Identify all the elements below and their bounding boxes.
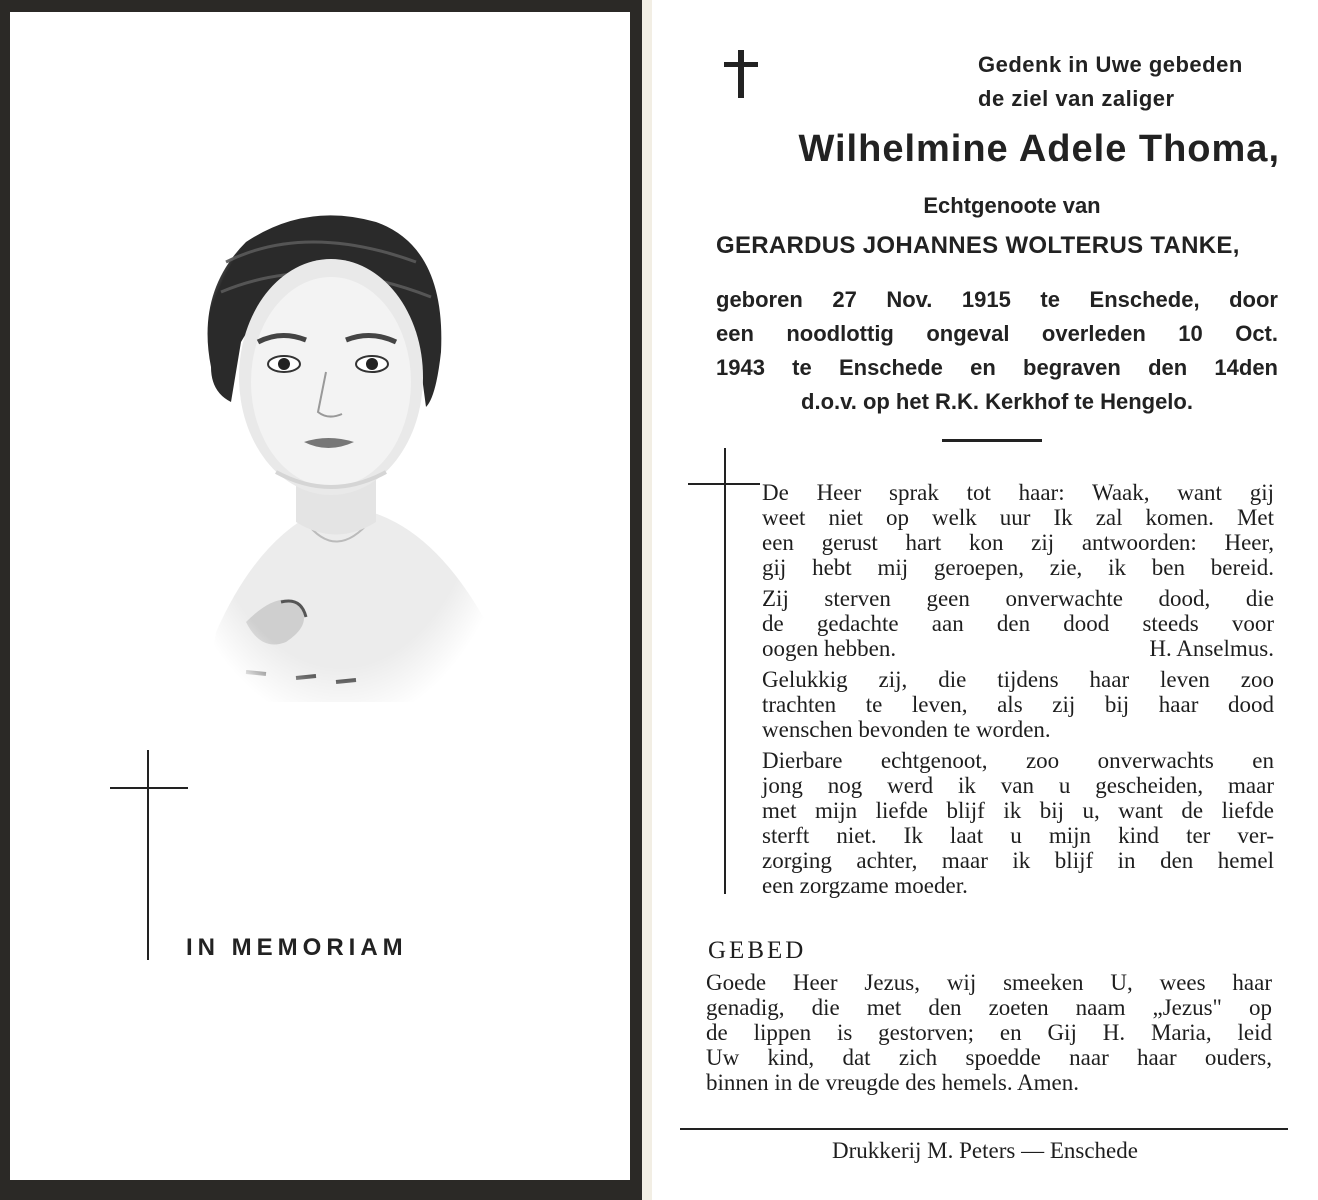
portrait-photo (186, 202, 496, 702)
quote-line: jong nog werd ik van u gescheiden, maar (762, 773, 1274, 798)
cross-horizontal-line (110, 787, 188, 789)
spouse-name: GERARDUS JOHANNES WOLTERUS TANKE, (716, 232, 1240, 259)
quote-line: gij hebt mij geroepen, zie, ik ben bereid. (762, 555, 1274, 580)
printer-credit: Drukkerij M. Peters — Enschede (832, 1138, 1138, 1163)
intro-line: Gedenk in Uwe gebeden (978, 52, 1243, 77)
quote-line: Zij sterven geen onverwachte dood, die (762, 586, 1274, 611)
quote-text: oogen hebben. (762, 636, 897, 661)
quote-paragraph (762, 480, 1274, 580)
quote-line: wenschen bevonden te worden. (762, 717, 1051, 742)
quote-line: zorging achter, maar ik blijf in den hemel (762, 848, 1274, 873)
quote-cross-horizontal (688, 483, 760, 485)
details-line: 1943 te Enschede en begraven den 14den (716, 355, 1278, 380)
quote-line: De Heer sprak tot haar: Waak, want gij (762, 480, 1274, 505)
prayer-title: GEBED (708, 937, 807, 964)
details-line: een noodlottig ongeval overleden 10 Oct. (716, 321, 1278, 346)
quote-line (762, 636, 1274, 661)
quote-line: weet niet op welk uur Ik zal komen. Met (762, 505, 1274, 530)
card-front-panel (10, 12, 630, 1180)
quote-line: Gelukkig zij, die tijdens haar leven zoo (762, 667, 1274, 692)
birth-death-details (716, 283, 1278, 419)
prayer-line: binnen in de vreugde des hemels. Amen. (706, 1070, 1080, 1095)
in-memoriam-title: IN MEMORIAM (186, 934, 408, 961)
quote-paragraph (762, 748, 1274, 898)
prayer-line: genadig, die met den zoeten naam „Jezus" op (706, 995, 1272, 1020)
prayer-line: Uw kind, dat zich spoedde naar haar ouders, (706, 1045, 1272, 1070)
quote-line: de gedachte aan den dood steeds voor (762, 611, 1274, 636)
divider (942, 439, 1042, 442)
quote-paragraph (762, 586, 1274, 661)
quote-line: een gerust hart kon zij antwoorden: Heer, (762, 530, 1274, 555)
prayer-text (706, 970, 1272, 1095)
quotes-block (762, 480, 1274, 904)
quote-author: H. Anselmus. (1149, 636, 1274, 661)
spouse-label: Echtgenoote van (923, 193, 1101, 218)
intro-text (978, 48, 1243, 116)
cross-icon (738, 50, 744, 98)
prayer-line: Goede Heer Jezus, wij smeeken U, wees haar (706, 970, 1272, 995)
deceased-name: Wilhelmine Adele Thoma, (798, 128, 1280, 170)
quote-line: trachten te leven, als zij bij haar dood (762, 692, 1274, 717)
memorial-card-back (652, 0, 1318, 1200)
prayer-line: de lippen is gestorven; en Gij H. Maria, leid (706, 1020, 1272, 1045)
quote-paragraph (762, 667, 1274, 742)
quote-line: een zorgzame moeder. (762, 873, 968, 898)
details-line: d.o.v. op het R.K. Kerkhof te Hengelo. (801, 389, 1193, 414)
intro-line: de ziel van zaliger (978, 86, 1175, 111)
cross-vertical-line (147, 750, 149, 960)
details-line: geboren 27 Nov. 1915 te Enschede, door (716, 287, 1278, 312)
quote-cross-vertical (724, 448, 726, 894)
quote-line: sterft niet. Ik laat u mijn kind ter ver- (762, 823, 1274, 848)
cross-icon-bar (724, 62, 758, 67)
memorial-card-front (0, 0, 642, 1200)
quote-line: met mijn liefde blijf ik bij u, want de liefde (762, 798, 1274, 823)
quote-line: Dierbare echtgenoot, zoo onverwachts en (762, 748, 1274, 773)
footer-rule (680, 1128, 1288, 1130)
